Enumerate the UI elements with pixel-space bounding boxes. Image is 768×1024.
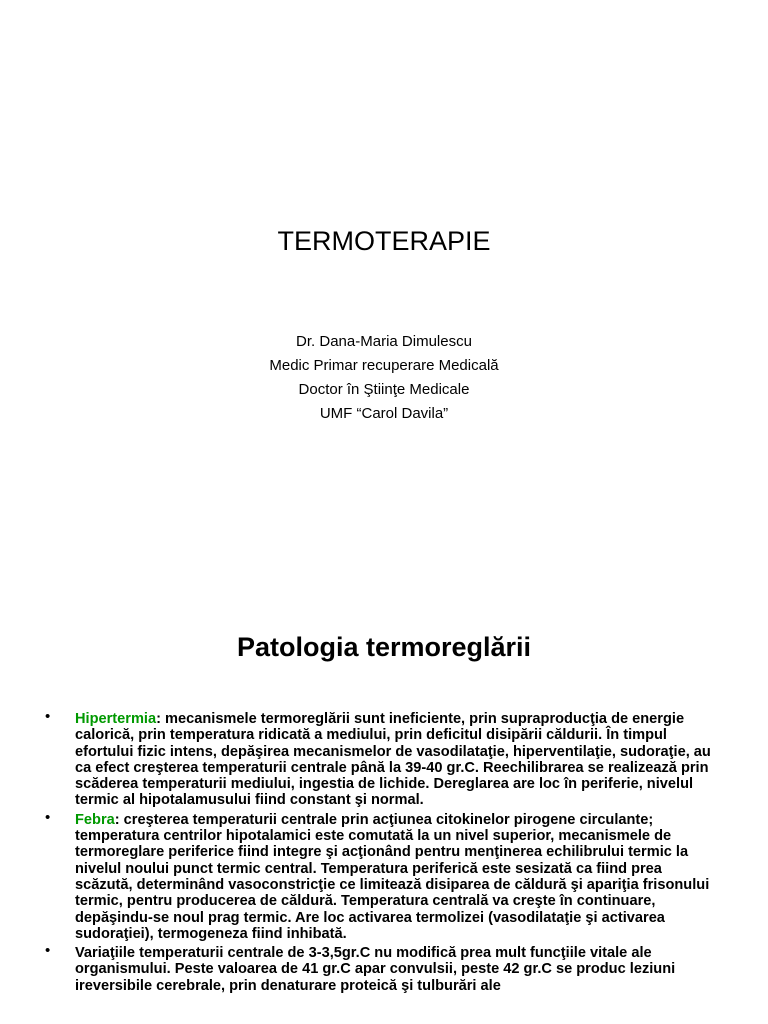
bullet-list <box>0 708 768 997</box>
bullet-text: : creşterea temperaturii centrale prin acţiunea citokinelor pirogene circulante; temperatura centrilor hipotalamici este comutată la un nivel superior, mecanismele de termoreglare periferice fiind integre şi acţionând pentru menţinerea echilibrului termic la nivelul noului punct termic central. Temperatura periferică este sesizată ca fiind prea scăzută, determinând vasoconstricţie ce limitează disiparea de căldură şi apariţia frisonului termic, pentru producerea de căldură. Temperatura centrală va creşte în continuare, depăşindu-se noul prag termic. Are loc activarea termolizei (vasodilataţie şi activarea sudoraţiei), termogeneza fiind inhibată. <box>75 811 710 942</box>
slide-heading: Patologia termoreglării <box>236 632 532 662</box>
author-institution: UMF “Carol Davila” <box>319 405 449 422</box>
bullet-dot-icon: • <box>45 808 51 826</box>
bullet-dot-icon: • <box>45 708 51 725</box>
author-name: Dr. Dana-Maria Dimulescu <box>296 333 472 350</box>
bullet-item-febra <box>0 808 768 942</box>
bullet-text: Variaţiile temperaturii centrale de 3-3,5gr.C nu modifică prea mult funcţiile vitale ale organismului. Peste valoarea de 41 gr.C apar convulsii, peste 42 gr.C se produc leziuni ireversibile cerebrale, prin denaturare proteică şi tulburări ale <box>75 945 676 994</box>
author-block <box>0 330 768 426</box>
term-febra: Febra <box>75 811 115 828</box>
bullet-item-variatii <box>0 942 768 994</box>
bullet-text: : mecanismele termoreglării sunt ineficiente, prin supraproducţia de energie calorică, prin temperatura ridicată a mediului, prin deficitul disipării căldurii. În timpul efortului fizic intens, depăşirea mecanismelor de vasodilataţie, hiperventilaţie, sudoraţie, au ca efect creşterea temperaturii centrale până la 39-40 gr.C. Reechilibrarea se realizează prin scăderea temperaturii mediului, ingestia de lichide. Dereglarea are loc în periferie, nivelul termic al hipotalamusului fiind constant şi normal. <box>75 711 711 809</box>
term-hipertermia: Hipertermia <box>75 711 157 727</box>
content-slide <box>0 576 768 1024</box>
author-degree: Doctor în Ştiinţe Medicale <box>298 381 470 398</box>
slide-title: TERMOTERAPIE <box>277 226 491 256</box>
bullet-item-hipertermia <box>0 708 768 809</box>
author-title: Medic Primar recuperare Medicală <box>269 357 499 374</box>
bullet-dot-icon: • <box>45 942 51 960</box>
